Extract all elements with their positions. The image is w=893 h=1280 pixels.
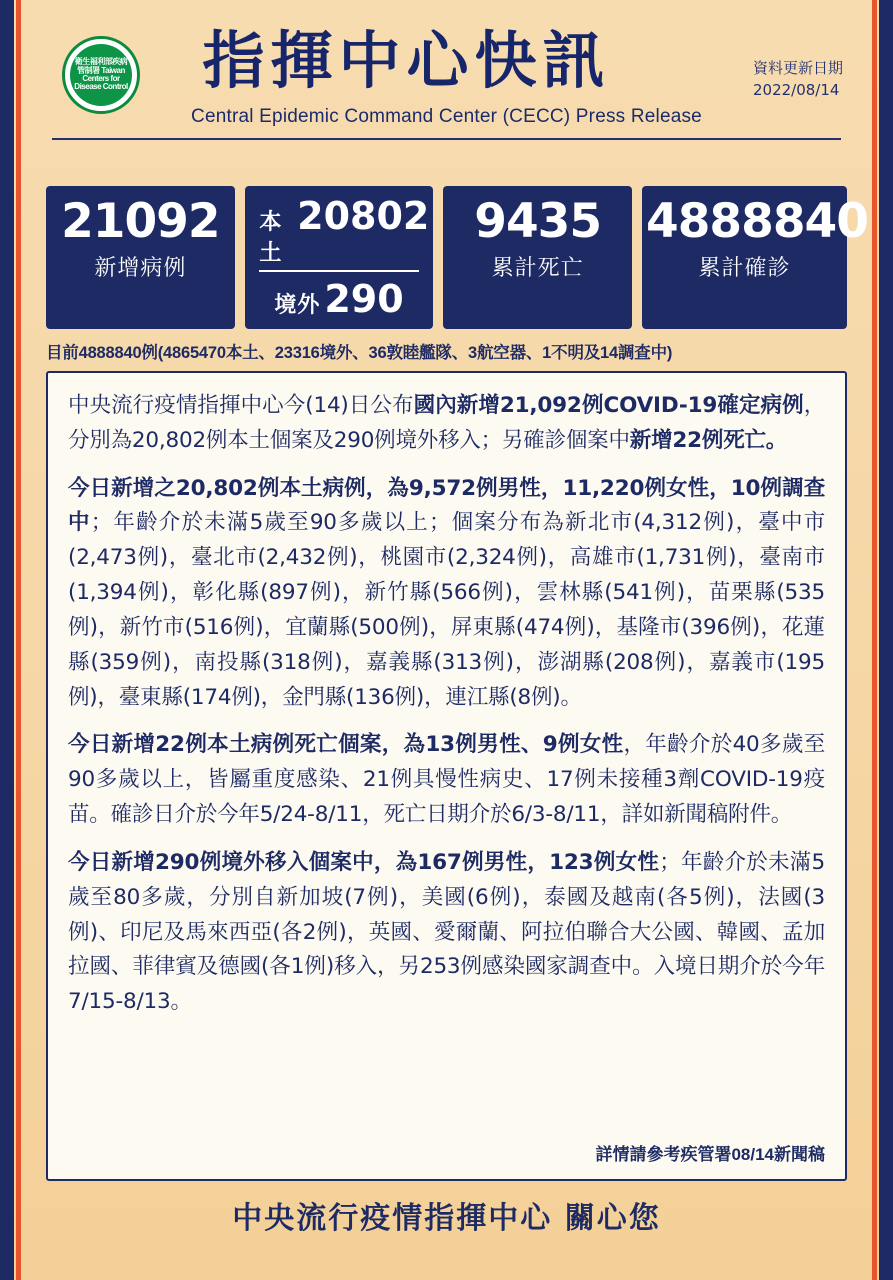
stat-cumulative-confirmed [642, 186, 868, 329]
header-divider [52, 138, 841, 140]
cdc-logo-label: 衛生福利部疾病管制署 Taiwan Centers for Disease Control [70, 44, 132, 106]
stat-case-split [245, 186, 434, 329]
stat-total-label: 累計確診 [698, 254, 791, 280]
body-text: 中央流行疫情指揮中心今(14)日公布 [68, 393, 414, 418]
stats-row [46, 186, 868, 329]
stat-local-label: 本土 [259, 209, 283, 265]
right-border-bar [879, 0, 893, 1280]
update-date-block [753, 58, 843, 102]
stat-new-cases-value: 21092 [61, 194, 220, 249]
right-accent-bar [872, 0, 877, 1280]
paragraph-p1 [68, 389, 825, 459]
page-subtitle: Central Epidemic Command Center (CECC) Press Release [191, 105, 702, 127]
paragraph-p2 [68, 472, 825, 716]
left-accent-bar [16, 0, 21, 1280]
stat-imported-label: 境外 [274, 292, 321, 317]
paragraph-list [68, 389, 825, 1020]
highlighted-text: 新增22例死亡。 [629, 427, 788, 453]
stat-split-divider [259, 270, 420, 272]
press-release-footnote: 詳情請參考疾管署08/14新聞稿 [595, 1145, 825, 1164]
stat-imported-row [249, 277, 430, 321]
left-border-bar [0, 0, 14, 1280]
update-date-value: 2022/08/14 [752, 80, 840, 99]
body-text: ；年齡介於未滿5歲至80多歲，分別自新加坡(7例)，美國(6例)，泰國及越南(各5例)，法國(3例)、印尼及馬來西亞(各2例)，英國、愛爾蘭、阿拉伯聯合大公國、韓國、孟加拉國、菲律賓及德國(各1例)移入，另253例感染國家調查中。入境日期介於今年7/15-8/13。 [68, 849, 825, 1015]
stat-new-cases-label: 新增病例 [94, 254, 187, 280]
highlighted-text: 國內新增21,092例COVID-19確定病例 [413, 393, 804, 418]
stat-deaths-value: 9435 [474, 194, 602, 249]
stat-local-value: 20802 [297, 194, 430, 238]
body-text: ，分別為20,802例本土個案及290例境外移入；另確診個案中 [68, 393, 825, 453]
highlighted-text: 今日新增290例境外移入個案中，為167例男性，123例女性 [68, 849, 660, 875]
stat-local-row [249, 194, 430, 267]
stat-cumulative-deaths [443, 186, 632, 329]
paragraph-p4 [68, 846, 825, 1020]
update-date-label: 資料更新日期 [752, 59, 843, 77]
body-text: ；年齡介於未滿5歲至90多歲以上；個案分布為新北市(4,312例)，臺中市(2,473例)，臺北市(2,432例)，桃園市(2,324例)，高雄市(1,731例)，臺南市(1,394例)，彰化縣(897例)，新竹縣(566例)，雲林縣(541例)，苗栗縣(535例)，新竹市(516例)，宜蘭縣(500例)，屏東縣(474例)，基隆市(396例)，花蓮縣(359例)，南投縣(318例)，嘉義縣(313例)，澎湖縣(208例)，嘉義市(195例)，臺東縣(174例)，金門縣(136例)，連江縣(8例)。 [68, 510, 825, 710]
stat-imported-value: 290 [324, 277, 404, 321]
paragraph-p3 [68, 728, 825, 832]
header [24, 0, 869, 172]
footer-slogan: 中央流行疫情指揮中心 關心您 [232, 1201, 661, 1236]
press-release-body [46, 371, 847, 1181]
stat-deaths-label: 累計死亡 [491, 254, 584, 280]
cumulative-breakdown-line: 目前4888840例(4865470本土、23316境外、36敦睦艦隊、3航空器、1不明及14調查中) [46, 344, 673, 362]
stat-new-cases [46, 186, 235, 329]
page-title: 指揮中心快訊 [202, 24, 611, 97]
page-content [24, 0, 869, 1280]
highlighted-text: 今日新增之20,802例本土病例，為9,572例男性，11,220例女性，10例調查中 [68, 475, 825, 536]
stat-total-value: 4888840 [646, 194, 868, 249]
body-text: ，年齡介於40多歲至90多歲以上，皆屬重度感染、21例具慢性病史、17例未接種3劑COVID-19疫苗。確診日介於今年5/24-8/11，死亡日期介於6/3-8/11，詳如新聞稿附件。 [68, 732, 826, 828]
highlighted-text: 今日新增22例本土病例死亡個案，為13例男性、9例女性 [68, 732, 624, 758]
cdc-logo-icon [62, 36, 140, 114]
